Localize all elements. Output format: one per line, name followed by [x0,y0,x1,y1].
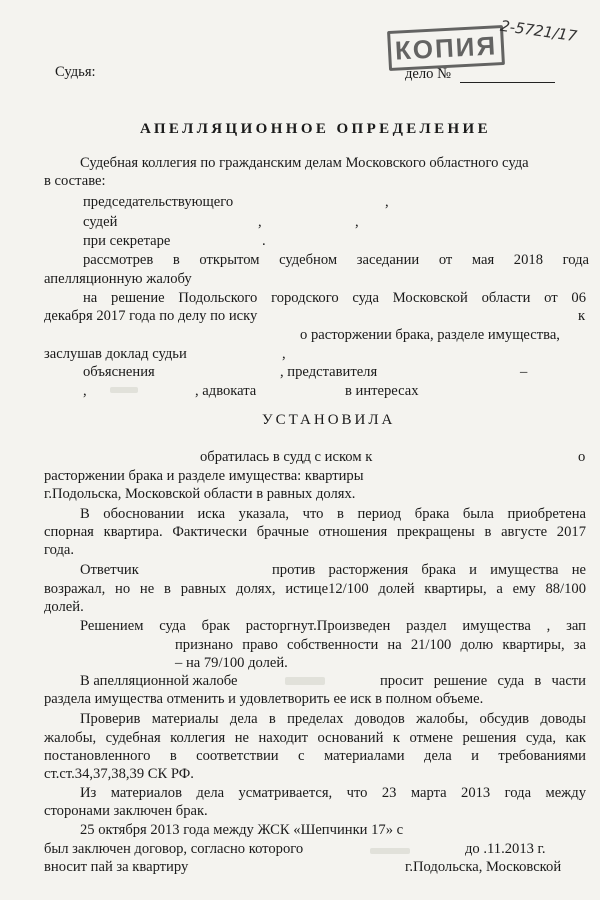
body-p6-line-4: ст.ст.34,37,38,39 СК РФ. [44,766,194,782]
intro-presiding-comma: , [385,194,389,210]
intro-line-report-comma: , [282,346,286,362]
body-p1-line-1-o: о [578,449,586,465]
body-p2-line-2: спорная квартира. Фактически брачные отношения прекращены в августе 2017 [44,524,586,540]
document-title: АПЕЛЛЯЦИОННОЕ ОПРЕДЕЛЕНИЕ [140,121,492,137]
section-heading-established: УСТАНОВИЛА [262,412,396,428]
body-p2-line-3: года. [44,542,75,558]
body-p5-line-1: просит решение суда в части [380,673,586,689]
body-p1-line-2: расторжении брака и разделе имущества: квартиры [44,468,364,484]
body-p6-line-3: постановленного в соответствии с материалами дела и требованиями [44,748,586,764]
handwritten-case-number: 2-5721/17 [499,16,579,46]
body-p8-line-2-date: до .11.2013 г. [465,841,546,857]
intro-line-hearing: рассмотрев в открытом судебном заседании от мая 2018 года [83,252,589,268]
body-p6-line-2: жалобы, судебная коллегия не находит оснований к отмене решения суда, как [44,730,586,746]
body-p3-line-1: против расторжения брака и имущества не [272,562,586,578]
intro-secretary-dot: . [262,233,266,249]
body-p1-line-3: г.Подольска, Московской области в равных долях. [44,486,356,502]
body-p1-line-1: обратилась в судд с иском к [200,449,373,465]
stamp-text: КОПИЯ [394,29,498,66]
intro-judges: судей [83,214,118,230]
intro-line-advocate: , адвоката [195,383,257,399]
intro-presiding: председательствующего [83,194,234,210]
body-p8-line-3-city: г.Подольска, Московской [405,859,562,875]
body-p8-line-2: был заключен договор, согласно которого [44,841,304,857]
intro-judges-comma-2: , [355,214,359,230]
redaction-mark [285,677,325,685]
body-p6-line-1: Проверив материалы дела в пределах доводов жалобы, обсудив доводы [80,711,586,727]
redaction-mark [370,848,410,854]
intro-line-1: Судебная коллегия по гражданским делам Московского областного суда [80,155,529,171]
intro-judges-comma-1: , [258,214,262,230]
body-p7-line-2: сторонами заключен брак. [44,803,208,819]
body-p4-line-1: Решением суда брак расторгнут.Произведен раздел имущества , зап [80,618,586,634]
case-number-label: дело № [405,66,452,82]
body-p3-line-3: долей. [44,599,84,615]
body-p4-line-2: признано право собственности на 21/100 долю квартиры, за [175,637,586,653]
intro-secretary: при секретаре [83,233,171,249]
body-p3-defendant: Ответчик [80,562,139,578]
intro-line-13-comma: , [83,383,87,399]
body-p5-line-2: раздела имущества отменить и удовлетворить ее иск в полном объеме. [44,691,484,707]
intro-line-claim: декабря 2017 года по делу по иску [44,308,258,324]
body-p2-line-1: В обосновании иска указала, что в период брака была приобретена [80,506,586,522]
body-p7-line-1: Из материалов дела усматривается, что 23 марта 2013 года между [80,785,586,801]
intro-line-claim-k: к [578,308,586,324]
intro-line-appeal: апелляционную жалобу [44,271,192,287]
copy-stamp [387,25,505,71]
intro-line-dash: – [520,364,528,380]
intro-line-explanations: объяснения [83,364,155,380]
case-number-blank [460,82,555,83]
body-p4-line-3: – на 79/100 долей. [175,655,288,671]
body-p8-line-1: 25 октября 2013 года между ЖСК «Шепчинки 17» с [80,822,404,838]
intro-line-2: в составе: [44,173,106,189]
intro-line-interests: в интересах [345,383,419,399]
body-p8-line-3: вносит пай за квартиру [44,859,189,875]
intro-line-divorce: о расторжении брака, разделе имущества, [300,327,560,343]
judge-label: Судья: [55,64,96,80]
intro-line-decision: на решение Подольского городского суда Московской области от 06 [83,290,586,306]
redaction-mark [110,387,138,393]
body-p3-line-2: возражал, но не в равных долях, истице12/100 долей квартиры, а ему 88/100 [44,581,586,597]
body-p5-appeal: В апелляционной жалобе [80,673,238,689]
intro-line-report: заслушав доклад судьи [44,346,187,362]
intro-line-representative: , представителя [280,364,378,380]
